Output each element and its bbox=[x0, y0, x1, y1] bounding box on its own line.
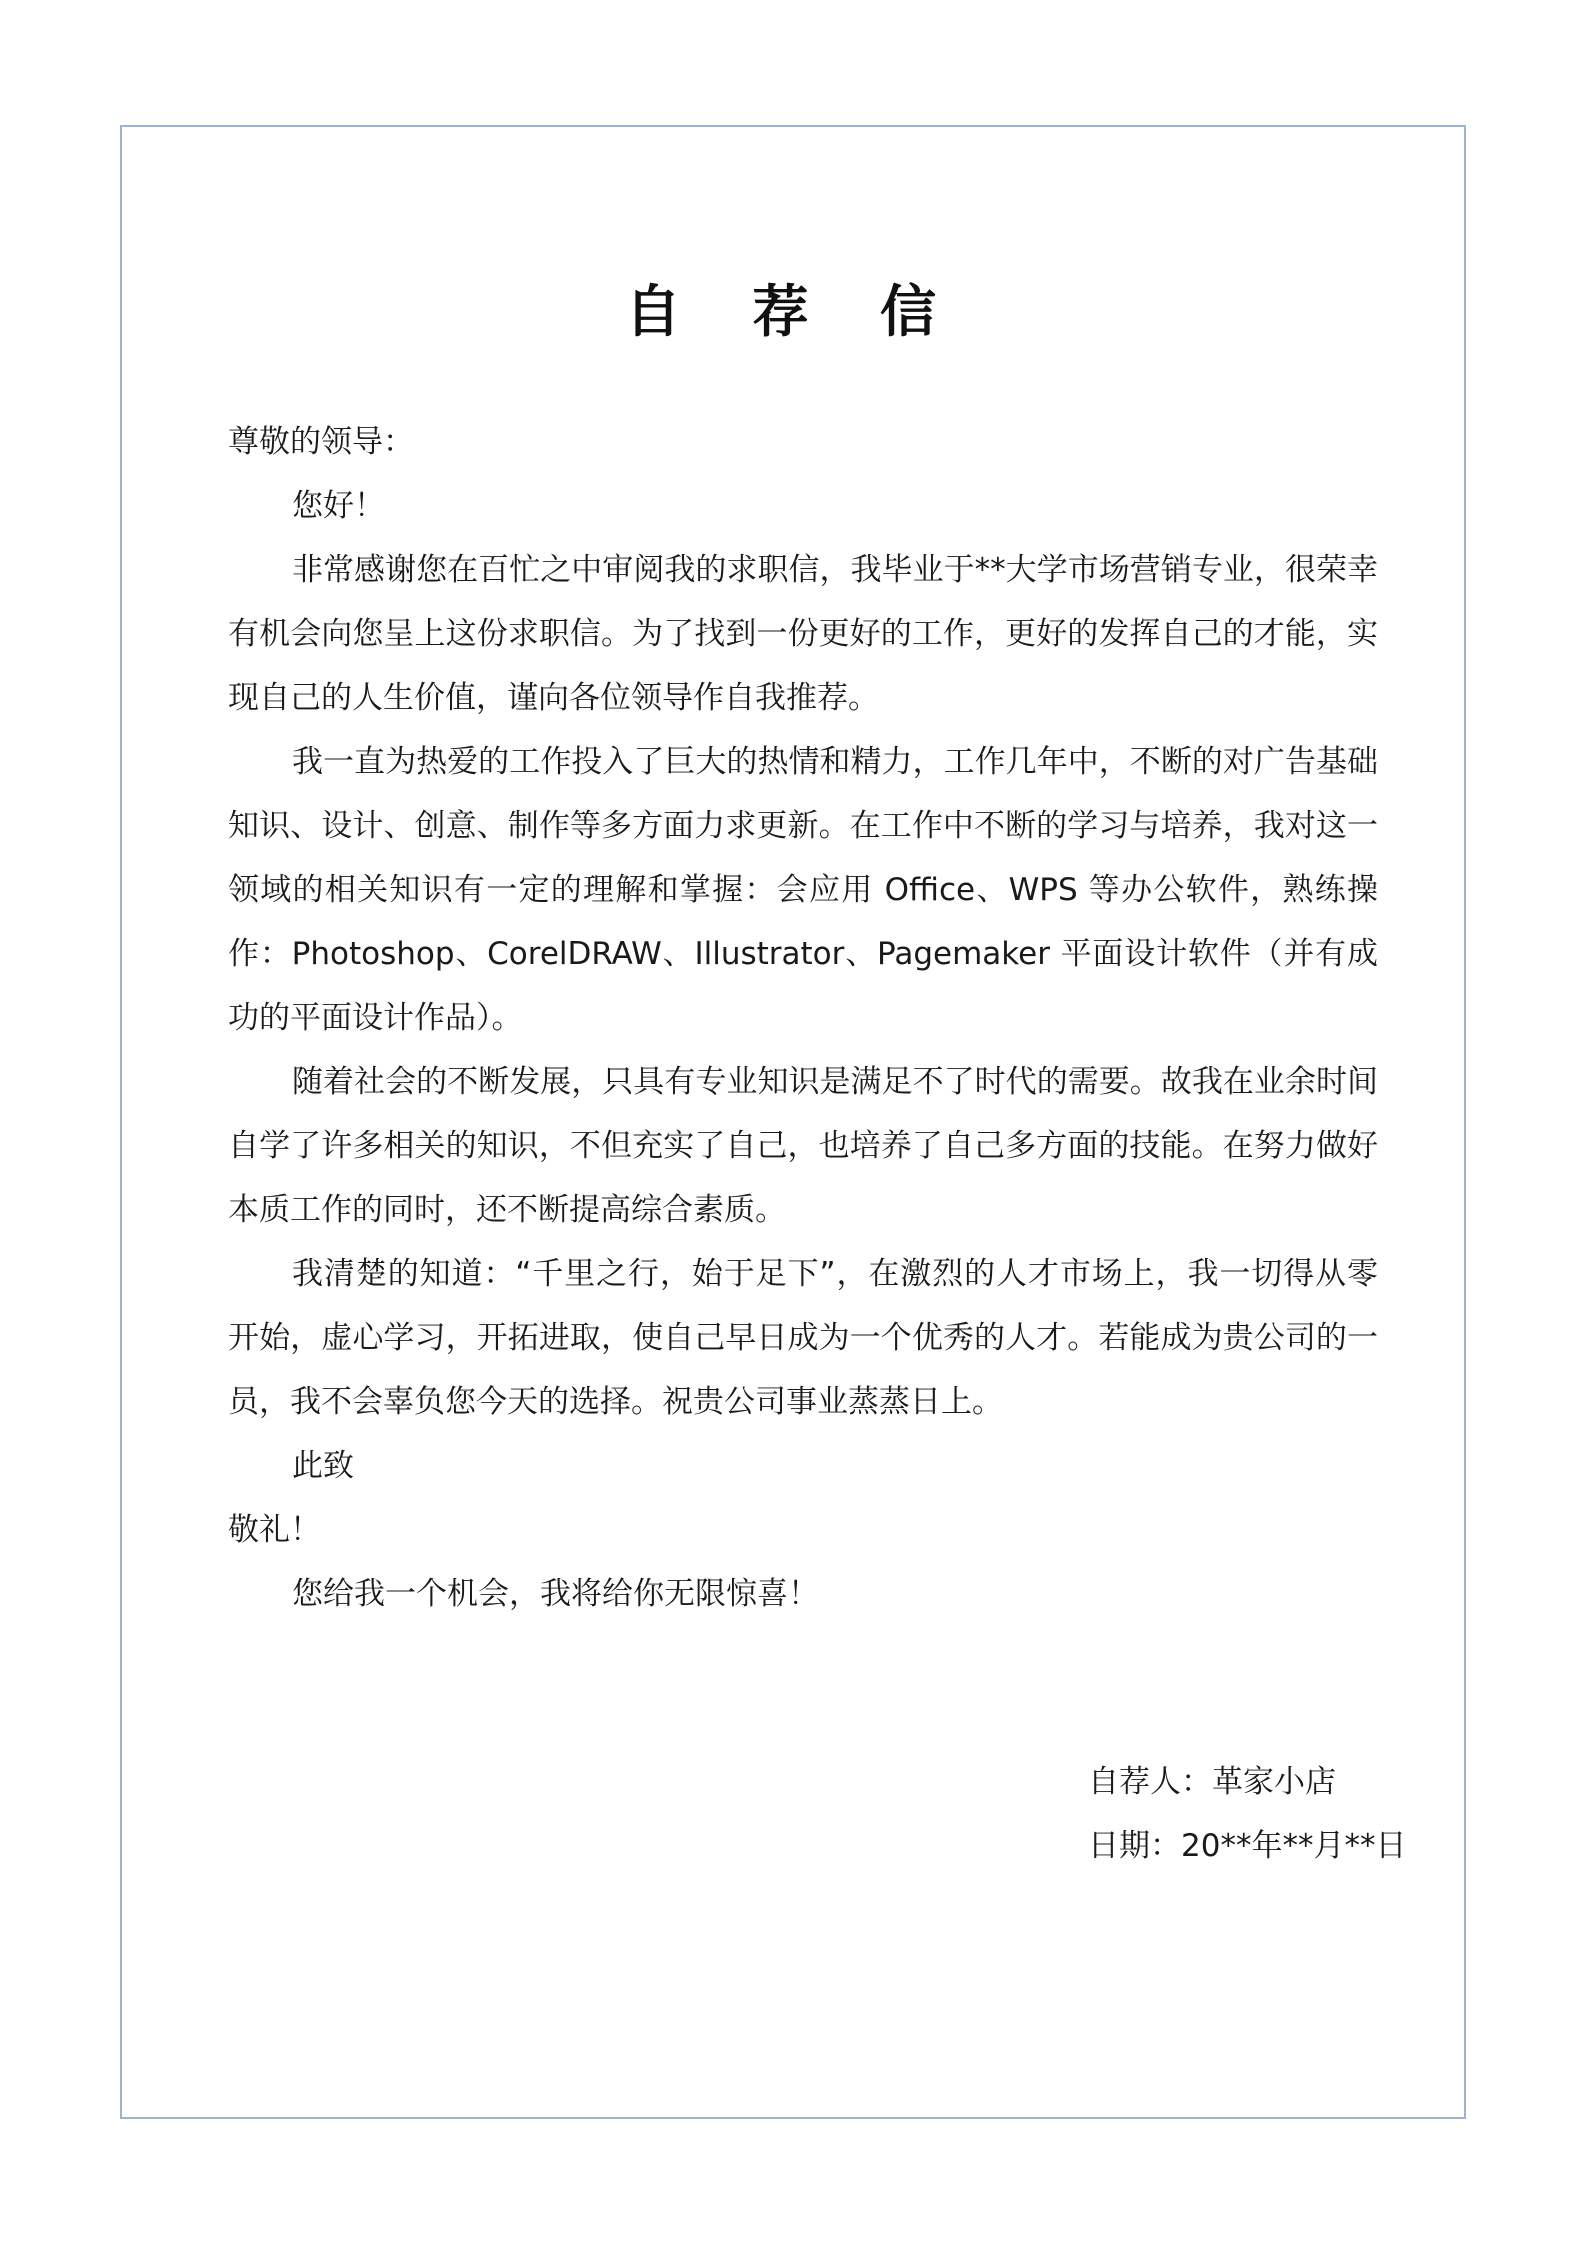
paragraph-4: 我清楚的知道：“千里之行，始于足下”，在激烈的人才市场上，我一切得从零开始，虚心学习，开拓进取，使自己早日成为一个优秀的人才。若能成为贵公司的一员，我不会辜负您今天的选择。祝贵公司事业蒸蒸日上。 bbox=[228, 1256, 1378, 1420]
closing-line-1: 此致 bbox=[292, 1448, 354, 1484]
paragraph-1: 非常感谢您在百忙之中审阅我的求职信，我毕业于**大学市场营销专业，很荣幸有机会向您呈上这份求职信。为了找到一份更好的工作，更好的发挥自己的才能，实现自己的人生价值，谨向各位领导作自我推荐。 bbox=[228, 552, 1378, 716]
letter-body bbox=[228, 410, 1378, 1626]
salutation: 尊敬的领导： bbox=[228, 424, 414, 460]
closing-line-2: 敬礼！ bbox=[228, 1512, 321, 1548]
greeting: 您好！ bbox=[292, 488, 385, 524]
signature-block bbox=[1088, 1750, 1406, 1878]
document-title: 自 荐 信 bbox=[625, 280, 962, 345]
paragraph-3: 随着社会的不断发展，只具有专业知识是满足不了时代的需要。故我在业余时间自学了许多相关的知识，不但充实了自己，也培养了自己多方面的技能。在努力做好本质工作的同时，还不断提高综合素质。 bbox=[228, 1064, 1378, 1228]
paragraph-2: 我一直为热爱的工作投入了巨大的热情和精力，工作几年中，不断的对广告基础知识、设计、创意、制作等多方面力求更新。在工作中不断的学习与培养，我对这一领域的相关知识有一定的理解和掌握：会应用 Office、WPS 等办公软件，熟练操作：Photoshop、CorelDRAW、Illustrator、Pagemaker 平面设计软件（并有成功的平面设计作品）。 bbox=[228, 744, 1378, 1036]
signer-line: 自荐人：革家小店 bbox=[1088, 1764, 1336, 1800]
date-line: 日期：20**年**月**日 bbox=[1088, 1828, 1407, 1864]
postscript: 您给我一个机会，我将给你无限惊喜！ bbox=[292, 1576, 819, 1612]
